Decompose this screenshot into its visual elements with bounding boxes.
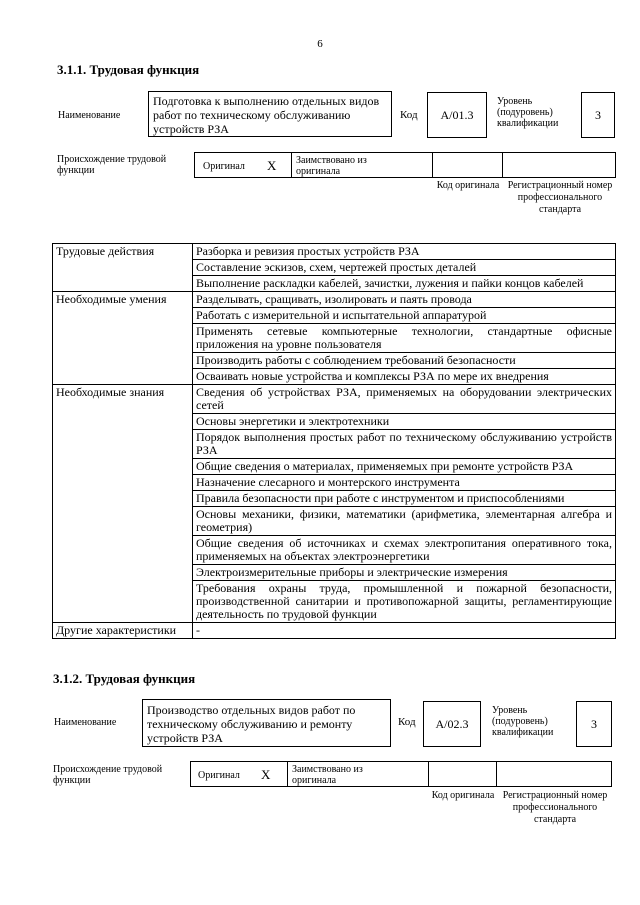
- table-row: [53, 260, 616, 276]
- divider: [287, 761, 288, 787]
- code-original-caption: Код оригинала: [436, 180, 500, 191]
- table-row: [53, 414, 616, 430]
- table-row: [53, 385, 616, 414]
- code-label: Код: [398, 716, 416, 728]
- original-label: Оригинал: [198, 770, 240, 781]
- table-cell-item: -: [193, 623, 616, 639]
- table-row: [53, 430, 616, 459]
- table-row: [53, 244, 616, 260]
- table-row: [53, 565, 616, 581]
- name-value: Производство отдельных видов работ по техническому обслуживанию и ремонту устройств РЗА: [142, 699, 391, 747]
- category-label: Необходимые умения: [53, 292, 193, 308]
- category-cell-continued: [53, 276, 193, 292]
- reg-number-caption: Регистрационный номер профессионального стандарта: [502, 790, 608, 825]
- table-cell-item: Основы энергетики и электротехники: [193, 414, 616, 430]
- table-row: [53, 353, 616, 369]
- origin-row: [194, 152, 616, 178]
- section-heading: 3.1.1. Трудовая функция: [57, 62, 200, 77]
- name-label: Наименование: [54, 717, 117, 728]
- category-cell-continued: [53, 260, 193, 276]
- code-value: А/01.3: [427, 92, 487, 138]
- section-heading: 3.1.2. Трудовая функция: [53, 671, 196, 686]
- category-cell-continued: [53, 491, 193, 507]
- table-cell-item: Выполнение раскладки кабелей, зачистки, лужения и пайки концов кабелей: [193, 276, 616, 292]
- origin-row: [190, 761, 612, 787]
- category-cell-continued: [53, 414, 193, 430]
- page-number: 6: [317, 38, 323, 50]
- level-label: Уровень (подуровень) квалификации: [497, 96, 559, 129]
- category-cell-continued: [53, 475, 193, 491]
- table-row: [53, 491, 616, 507]
- original-mark: X: [261, 767, 271, 782]
- table-cell-item: Общие сведения об источниках и схемах электропитания оперативного тока, применяемых на объектах электроэнергетики: [193, 536, 616, 565]
- divider: [291, 152, 292, 178]
- table-row: [53, 308, 616, 324]
- reg-number-caption: Регистрационный номер профессионального стандарта: [507, 180, 613, 215]
- category-label: Необходимые знания: [53, 385, 193, 414]
- table-row: [53, 507, 616, 536]
- table-cell-item: Сведения об устройствах РЗА, применяемых на оборудовании электрических сетей: [193, 385, 616, 414]
- table-cell-item: Разборка и ревизия простых устройств РЗА: [193, 244, 616, 260]
- table-cell-item: Осваивать новые устройства и комплексы РЗА по мере их внедрения: [193, 369, 616, 385]
- table-row: [53, 324, 616, 353]
- table-row: [53, 581, 616, 623]
- borrowed-label: Заимствовано из оригинала: [292, 764, 363, 786]
- name-label: Наименование: [58, 110, 121, 121]
- category-cell-continued: [53, 308, 193, 324]
- level-value: 3: [576, 701, 612, 747]
- category-label: Трудовые действия: [53, 244, 193, 260]
- table-cell-item: Применять сетевые компьютерные технологии, стандартные офисные приложения на уровне пользователя: [193, 324, 616, 353]
- table-row: [53, 459, 616, 475]
- category-cell-continued: [53, 565, 193, 581]
- borrowed-label: Заимствовано из оригинала: [296, 155, 367, 177]
- table-cell-item: Разделывать, сращивать, изолировать и паять провода: [193, 292, 616, 308]
- level-label: Уровень (подуровень) квалификации: [492, 705, 554, 738]
- table-cell-item: Требования охраны труда, промышленной и пожарной безопасности, производственной санитарии и противопожарной защиты, регламентирующие деятельность по трудовой функции: [193, 581, 616, 623]
- category-cell-continued: [53, 353, 193, 369]
- name-value: Подготовка к выполнению отдельных видов работ по техническому обслуживанию устройств РЗА: [148, 91, 392, 137]
- table-cell-item: Производить работы с соблюдением требований безопасности: [193, 353, 616, 369]
- table-row: [53, 292, 616, 308]
- original-label: Оригинал: [203, 161, 245, 172]
- table-row: [53, 276, 616, 292]
- divider: [428, 761, 429, 787]
- original-mark: X: [267, 158, 277, 173]
- origin-label: Происхождение трудовой функции: [53, 764, 163, 786]
- labor-function-table: [52, 243, 616, 639]
- divider: [432, 152, 433, 178]
- table-cell-item: Общие сведения о материалах, применяемых при ремонте устройств РЗА: [193, 459, 616, 475]
- table-row: [53, 475, 616, 491]
- table-cell-item: Работать с измерительной и испытательной аппаратурой: [193, 308, 616, 324]
- level-value: 3: [581, 92, 615, 138]
- table-row: [53, 536, 616, 565]
- category-cell-continued: [53, 324, 193, 353]
- table-cell-item: Порядок выполнения простых работ по техническому обслуживанию устройств РЗА: [193, 430, 616, 459]
- category-cell-continued: [53, 536, 193, 565]
- table-row: [53, 623, 616, 639]
- code-label: Код: [400, 109, 418, 121]
- table-cell-item: Электроизмерительные приборы и электрические измерения: [193, 565, 616, 581]
- category-cell-continued: [53, 369, 193, 385]
- table-cell-item: Основы механики, физики, математики (арифметика, элементарная алгебра и геометрия): [193, 507, 616, 536]
- category-cell-continued: [53, 507, 193, 536]
- divider: [502, 152, 503, 178]
- category-cell-continued: [53, 581, 193, 623]
- table-row: [53, 369, 616, 385]
- code-original-caption: Код оригинала: [431, 790, 495, 801]
- code-value: А/02.3: [423, 701, 481, 747]
- category-cell-continued: [53, 430, 193, 459]
- table-cell-item: Составление эскизов, схем, чертежей простых деталей: [193, 260, 616, 276]
- category-label: Другие характеристики: [53, 623, 193, 639]
- divider: [496, 761, 497, 787]
- table-cell-item: Назначение слесарного и монтерского инструмента: [193, 475, 616, 491]
- table-cell-item: Правила безопасности при работе с инструментом и приспособлениями: [193, 491, 616, 507]
- origin-label: Происхождение трудовой функции: [57, 154, 167, 176]
- category-cell-continued: [53, 459, 193, 475]
